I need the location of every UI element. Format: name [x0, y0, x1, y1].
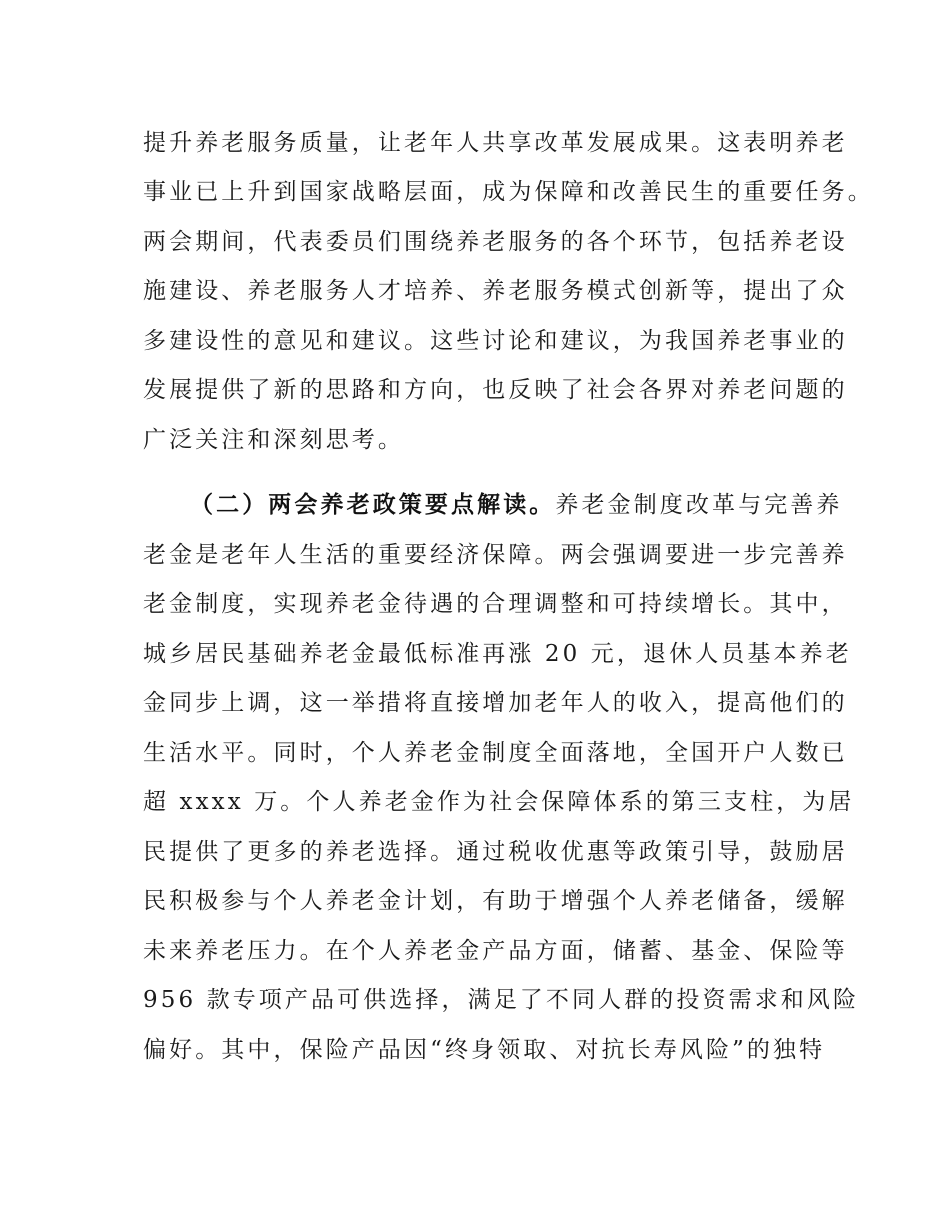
- paragraph-1-line-7: 广泛关注和深刻思考。: [143, 427, 404, 453]
- paragraph-1-line-6: 发展提供了新的思路和方向，也反映了社会各界对养老问题的: [143, 377, 848, 403]
- paragraph-2-line-6: 生活水平。同时，个人养老金制度全面落地，全国开户人数已: [143, 740, 848, 766]
- paragraph-2-line-11: 956 款专项产品可供选择，满足了不同人群的投资需求和风险: [143, 987, 860, 1013]
- paragraph-1-line-2: 事业已上升到国家战略层面，成为保障和改善民生的重要任务。: [143, 179, 874, 205]
- paragraph-1-line-5: 多建设性的意见和建议。这些讨论和建议，为我国养老事业的: [143, 328, 848, 354]
- paragraph-2-line-7: 超 xxxx 万。个人养老金作为社会保障体系的第三支柱，为居: [143, 789, 855, 815]
- paragraph-1-line-4: 施建设、养老服务人才培养、养老服务模式创新等，提出了众: [143, 278, 848, 304]
- paragraph-2-line-10: 未来养老压力。在个人养老金产品方面，储蓄、基金、保险等: [143, 938, 848, 964]
- paragraph-2-first-line-text: 养老金制度改革与完善养: [555, 492, 843, 518]
- paragraph-1-line-3: 两会期间，代表委员们围绕养老服务的各个环节，包括养老设: [143, 229, 848, 255]
- paragraph-2-line-8: 民提供了更多的养老选择。通过税收优惠等政策引导，鼓励居: [143, 839, 848, 865]
- section-heading: （二）两会养老政策要点解读。: [190, 492, 556, 518]
- paragraph-2-line-5: 金同步上调，这一举措将直接增加老年人的收入，提高他们的: [143, 690, 848, 716]
- paragraph-2-first-line: [190, 490, 843, 520]
- paragraph-1-line-1: 提升养老服务质量，让老年人共享改革发展成果。这表明养老: [143, 130, 848, 156]
- paragraph-2-line-3: 老金制度，实现养老金待遇的合理调整和可持续增长。其中，: [143, 591, 848, 617]
- paragraph-2-line-4: 城乡居民基础养老金最低标准再涨 20 元，退休人员基本养老: [143, 641, 852, 667]
- paragraph-2-line-9: 民积极参与个人养老金计划，有助于增强个人养老储备，缓解: [143, 888, 848, 914]
- paragraph-2-line-12: 偏好。其中，保险产品因“终身领取、对抗长寿风险”的独特: [143, 1037, 826, 1063]
- paragraph-2-line-2: 老金是老年人生活的重要经济保障。两会强调要进一步完善养: [143, 542, 848, 568]
